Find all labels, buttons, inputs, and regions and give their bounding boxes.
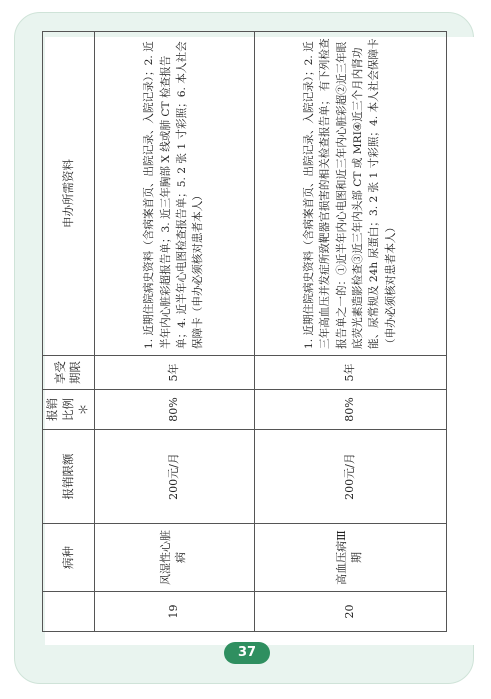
table-header-row xyxy=(43,32,95,632)
row-limit: 200元/月 xyxy=(254,430,446,524)
header-limit: 报销限额 xyxy=(43,430,95,524)
row-disease: 风湿性心脏病 xyxy=(94,524,254,592)
row-limit: 200元/月 xyxy=(94,430,254,524)
row-disease: 高血压病Ⅲ期 xyxy=(254,524,446,592)
row-ratio: 80% xyxy=(94,390,254,430)
row-period: 5年 xyxy=(254,356,446,390)
header-index xyxy=(43,592,95,632)
row-materials: 1. 近期住院病史资料（含病案首页、出院记录、入院记录）；2. 近半年内心脏彩超报告单；3. 近三年胸部 X 线或肺 CT 检查报告单；4. 近半年心电图检查报告单；5. 2 张 1 寸彩照；6. 本人社会保障卡（申办必须核对患者本人） xyxy=(94,32,254,356)
disease-reimbursement-table xyxy=(42,31,447,632)
table-row xyxy=(94,32,254,632)
row-period: 5年 xyxy=(94,356,254,390)
header-ratio: 报销比例＊ xyxy=(43,390,95,430)
header-disease: 病种 xyxy=(43,524,95,592)
header-materials: 申办所需资料 xyxy=(43,32,95,356)
row-index: 20 xyxy=(254,592,446,632)
rotated-table-container xyxy=(42,32,442,632)
row-index: 19 xyxy=(94,592,254,632)
row-ratio: 80% xyxy=(254,390,446,430)
row-materials: 1. 近期住院病史资料（含病案首页、出院记录、入院记录）；2. 近三年高血压并发症所致靶器官损害的相关检查报告单； 有下列检查报告单之一的：①近半年内心电图和近三年内心脏彩超②近三年眼底荧光素造影检查③近三年内头部 CT 或 MRI④近三个月内肾功能、尿常规及 24h 尿蛋白；3. 2 张 1 寸彩照；4. 本人社会保障卡（申办必须核对患者本人） xyxy=(254,32,446,356)
rotated-table-frame xyxy=(42,32,442,632)
table-row xyxy=(254,32,446,632)
header-period: 享受期限 xyxy=(43,356,95,390)
page-number-badge: 37 xyxy=(224,642,270,664)
